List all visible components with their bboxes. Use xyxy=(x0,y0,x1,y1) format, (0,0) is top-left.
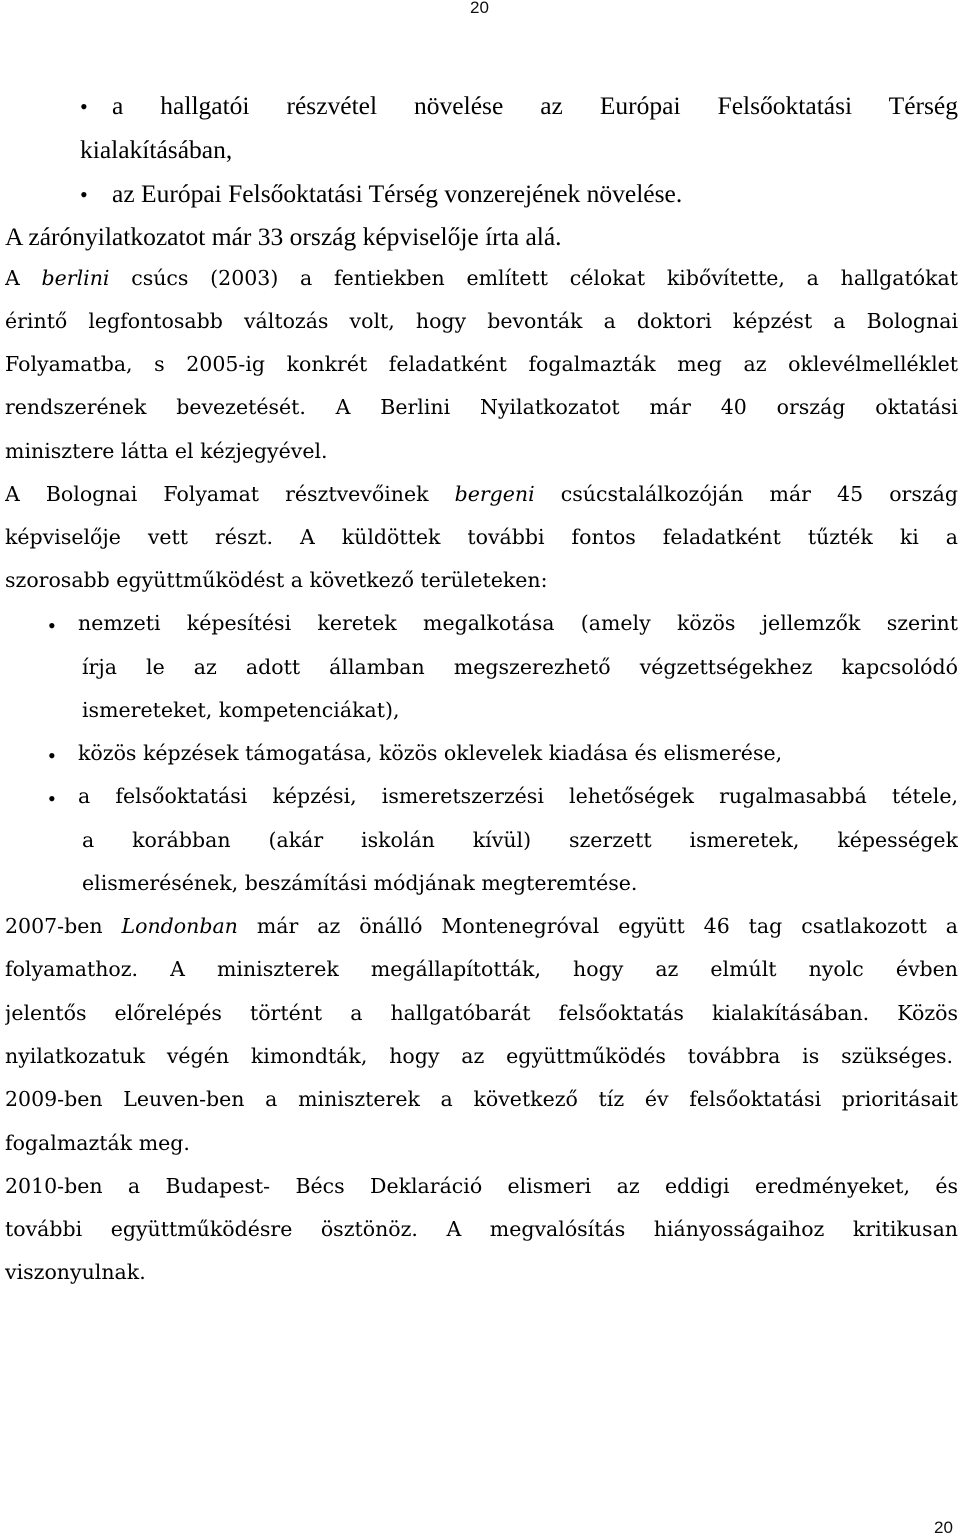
bergen-bullet-3-line-2: a korábban (akár iskolán kívül) szerzett ismeretek, képességek xyxy=(82,830,958,852)
bergen-line-2: képviselője vett részt. A küldöttek további fontos feladatként tűzték ki a xyxy=(5,527,958,549)
bergen-bullet-1-line-2: írja le az adott államban megszerezhető végzettségekhez kapcsolódó xyxy=(82,657,958,679)
budapest-line-1: 2010-ben a Budapest- Bécs Deklaráció elismeri az eddigi eredményeket, és xyxy=(5,1176,958,1198)
leuven-line-1: 2009-ben Leuven-ben a miniszterek a következő tíz év felsőoktatási prioritásait xyxy=(5,1089,958,1111)
intro-bullet-2: az Európai Felsőoktatási Térség vonzerejének növelése. xyxy=(112,179,683,208)
page-number-top: 20 xyxy=(470,0,489,17)
berlin-line-2: érintő legfontosabb változás volt, hogy bevonták a doktori képzést a Bolognai xyxy=(5,311,958,333)
bergen-bullet-3-line-3: elismerésének, beszámítási módjának megteremtése. xyxy=(82,871,638,895)
page-number-bottom: 20 xyxy=(934,1518,953,1537)
bergen-bullet-1-line-3: ismereteket, kompetenciákat), xyxy=(82,698,400,722)
bergeni-italic: bergeni xyxy=(454,484,535,506)
london-line-1: 2007-ben Londonban már az önálló Montenegróval együtt 46 tag csatlakozott a xyxy=(5,916,958,938)
intro-sentence: A zárónyilatkozatot már 33 ország képviselője írta alá. xyxy=(5,222,562,251)
bergen-line-3: szorosabb együttműködést a következő területeken: xyxy=(5,568,548,592)
london-line-2: folyamathoz. A miniszterek megállapították, hogy az elmúlt nyolc évben xyxy=(5,959,958,981)
intro-bullet-1-line-2: kialakításában, xyxy=(80,135,233,164)
londonban-italic: Londonban xyxy=(121,916,238,938)
london-line-4: nyilatkozatuk végén kimondták, hogy az együttműködés továbbra is szükséges. xyxy=(5,1046,953,1068)
bullet-icon: • xyxy=(80,182,88,207)
leuven-line-2: fogalmazták meg. xyxy=(5,1131,190,1155)
berlin-line-4: rendszerének bevezetését. A Berlini Nyilatkozatot már 40 ország oktatási xyxy=(5,397,958,419)
london-line-3: jelentős előrelépés történt a hallgatóbarát felsőoktatás kialakításában. Közös xyxy=(5,1003,958,1025)
bullet-icon: • xyxy=(48,743,56,768)
budapest-line-3: viszonyulnak. xyxy=(5,1260,146,1284)
bergen-bullet-1-line-1: nemzeti képesítési keretek megalkotása (amely közös jellemzők szerint xyxy=(78,613,958,635)
berlin-line-3: Folyamatba, s 2005-ig konkrét feladatként fogalmazták meg az oklevélmelléklet xyxy=(5,354,958,376)
bullet-icon: • xyxy=(80,94,88,119)
bergen-bullet-2: közös képzések támogatása, közös oklevelek kiadása és elismerése, xyxy=(78,741,783,765)
bullet-icon: • xyxy=(48,613,56,638)
intro-bullet-1-line-1: a hallgatói részvétel növelése az Európai Felsőoktatási Térség xyxy=(112,93,958,120)
berlin-line-5: minisztere látta el kézjegyével. xyxy=(5,439,328,463)
berlin-line-1: A berlini csúcs (2003) a fentiekben említett célokat kibővítette, a hallgatókat xyxy=(5,268,958,290)
bergen-line-1: A Bolognai Folyamat résztvevőinek bergeni csúcstalálkozóján már 45 ország xyxy=(5,484,958,506)
budapest-line-2: további együttműködésre ösztönöz. A megvalósítás hiányosságaihoz kritikusan xyxy=(5,1219,958,1241)
bullet-icon: • xyxy=(48,786,56,811)
bergen-bullet-3-line-1: a felsőoktatási képzési, ismeretszerzési lehetőségek rugalmasabbá tétele, xyxy=(78,786,958,808)
berlini-italic: berlini xyxy=(41,268,110,290)
